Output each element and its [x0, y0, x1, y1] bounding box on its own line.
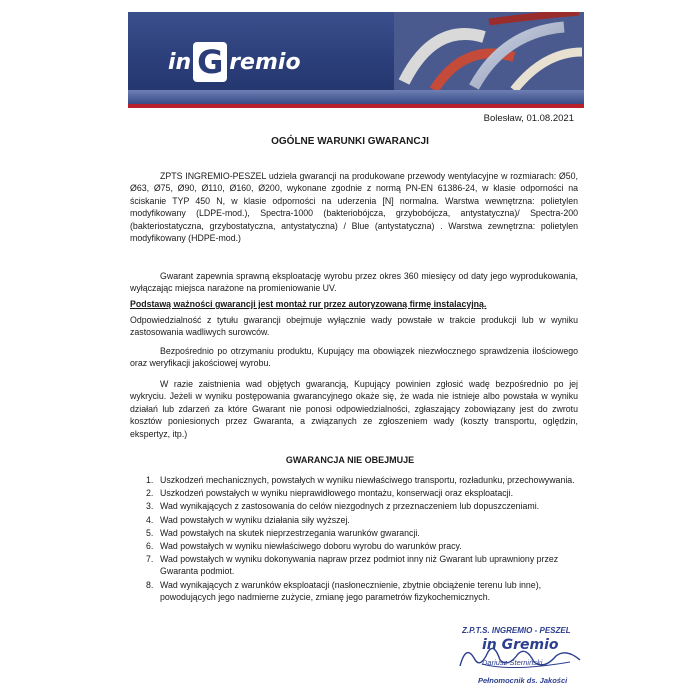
exclusions-list	[146, 474, 578, 604]
paragraph-claims	[130, 378, 578, 440]
list-item-number: 5.	[146, 527, 154, 538]
paragraph-text: Bezpośrednio po otrzymaniu produktu, Kupujący ma obowiązek niezwłocznego sprawdzenia ilościowego oraz weryfikacji jakościowej wyrobu.	[130, 346, 578, 369]
paragraph-inspection	[130, 345, 578, 370]
paragraph-text: Odpowiedzialność z tytułu gwarancji obejmuje wyłącznie wady powstałe w trakcie produkcji lub w wyniku zastosowania wadliwych surowców.	[130, 315, 578, 338]
list-item	[146, 500, 578, 512]
paragraph-validity-condition	[130, 298, 578, 310]
list-item-number: 8.	[146, 579, 154, 590]
header-banner	[128, 12, 584, 108]
stamp-logo: in Gremio	[482, 637, 559, 653]
list-item-number: 2.	[146, 488, 154, 499]
pipes-photo-icon	[394, 12, 584, 92]
list-item-number: 1.	[146, 475, 154, 485]
stamp-role: Pełnomocnik ds. Jakości	[478, 676, 568, 685]
list-item-text: Uszkodzeń mechanicznych, powstałych w wyniku niewłaściwego transportu, rozładunku, przechowywania.	[160, 475, 575, 485]
paragraph-text: Podstawą ważności gwarancji jest montaż rur przez autoryzowaną firmę instalacyjną.	[130, 299, 487, 309]
signature-icon	[452, 636, 592, 676]
list-item	[146, 553, 578, 577]
list-item	[146, 579, 578, 603]
list-item-number: 6.	[146, 541, 154, 552]
paragraph-liability	[130, 314, 578, 339]
logo-text-right: remio	[229, 49, 301, 75]
list-item-number: 3.	[146, 501, 154, 512]
list-item	[146, 514, 578, 526]
list-item-number: 7.	[146, 554, 154, 565]
paragraph-text: ZPTS INGREMIO-PESZEL udziela gwarancji na produkowane przewody wentylacyjne w rozmiarach: Ø50, Ø63, Ø75, Ø90, Ø110, Ø160, Ø200, wykonane zgodnie z normą PN-EN 61386-24, w klasie odporności na ściskanie TYP 450 N, w klasie odporności na uderzenia [N] normalna. Warstwa wewnętrzna: polietylen modyfikowany (LDPE-mod.), Spectra-1000 (bakteriobójcza, grzybobójcza, antystatyczna)/ Spectra-200 (bakteriostatyczna, grzybostatyczna, antystatyczna) / Blue (antystatyczna) . Warstwa zewnętrzna: polietylen modyfikowany (HDPE-mod.)	[130, 171, 578, 244]
list-item	[146, 527, 578, 539]
list-item-text: Wad wynikających z warunków eksploatacji (nasłonecznienie, zbytnie obciążenie terenu lub inne), powodujących jego nadmierne zużycie, zmianę jego parametrów fizykochemicznych.	[160, 579, 542, 602]
banner-accent-line	[128, 104, 584, 108]
exclusions-heading: GWARANCJA NIE OBEJMUJE	[285, 455, 415, 465]
document-date: Bolesław, 01.08.2021	[483, 113, 574, 124]
list-item-text: Wad powstałych w wyniku dokonywania napraw przez podmiot inny niż Gwarant lub uprawniony przez Gwaranta podmiot.	[160, 554, 559, 577]
logo-text-middle: G	[197, 43, 224, 81]
list-item	[146, 487, 578, 499]
list-item	[146, 540, 578, 552]
logo-text-left: in	[168, 49, 192, 75]
paragraph-warranty-period	[130, 270, 578, 295]
document-title: OGÓLNE WARUNKI GWARANCJI	[271, 136, 429, 147]
list-item-text: Wad wynikających z zastosowania do celów niezgodnych z przeznaczeniem lub dopuszczeniami.	[160, 501, 540, 512]
list-item	[146, 474, 578, 486]
list-item-text: Wad powstałych na skutek nieprzestrzegania warunków gwarancji.	[160, 527, 420, 538]
logo-g-block	[193, 42, 227, 82]
company-logo	[168, 42, 301, 82]
paragraph-text: W razie zaistnienia wad objętych gwarancją, Kupujący powinien zgłosić wadę bezpośrednio po jej wykryciu. Jeżeli w wyniku postępowania gwarancyjnego okaże się, że wada nie istnieje albo powstała w wyniku działań lub zdarzeń za które Gwarant nie ponosi odpowiedzialności, zgłaszający zobowiązany jest do zwrotu kosztów poniesionych przez Gwaranta, a związanych ze zgłoszeniem wady (koszty transportu, oględzin, ekspertyz, itp.)	[130, 379, 578, 439]
list-item-number: 4.	[146, 514, 154, 525]
paragraph-scope	[130, 170, 578, 244]
list-item-text: Wad powstałych w wyniku działania siły wyższej.	[160, 514, 350, 525]
stamp-name: Dariusz Sterniński	[482, 658, 543, 667]
list-item-text: Uszkodzeń powstałych w wyniku nieprawidłowego montażu, konserwacji oraz eksploatacji.	[160, 488, 514, 499]
company-stamp	[452, 626, 592, 690]
paragraph-text: Gwarant zapewnia sprawną eksploatację wyrobu przez okres 360 miesięcy od daty jego wyprodukowania, wyłączając miejsca narażone na promieniowanie UV.	[130, 271, 578, 294]
list-item-text: Wad powstałych w wyniku niewłaściwego doboru wyrobu do warunków pracy.	[160, 541, 462, 552]
stamp-company: Z.P.T.S. INGREMIO - PESZEL	[462, 626, 571, 635]
